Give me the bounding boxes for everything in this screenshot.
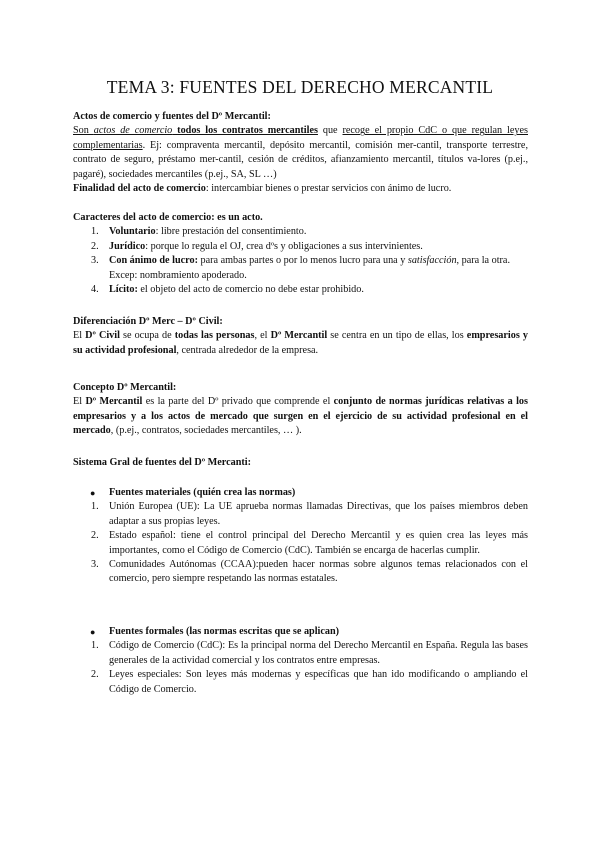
fuentes-formales xyxy=(73,625,528,697)
list-item xyxy=(73,639,528,668)
text-run-bold: Dº Civil xyxy=(85,330,120,342)
item-text: : porque lo regula el OJ, crea dºs y obligaciones a sus intervinientes. xyxy=(145,240,423,252)
list-item xyxy=(73,240,528,254)
list-item xyxy=(73,668,528,697)
text-run-italic: actos de comercio xyxy=(93,125,173,137)
bullet-icon: ● xyxy=(90,627,96,637)
section-diferenciacion xyxy=(73,315,528,358)
list-number: 2. xyxy=(91,530,99,542)
list-item xyxy=(73,225,528,239)
text-run: , (p.ej., contratos, sociedades mercantiles, … ). xyxy=(110,425,302,437)
list-item xyxy=(73,254,528,283)
list-number: 3. xyxy=(91,559,99,571)
section-heading: Diferenciación Dº Merc – Dº Civil: xyxy=(73,316,223,327)
item-text: : libre prestación del consentimiento. xyxy=(155,226,307,238)
text-run: , el xyxy=(254,330,271,342)
item-text: Código de Comercio (CdC): Es la principal norma del Derecho Mercantil en España. Regula las bases generales de la actividad comercial y los contratos entre empresas. xyxy=(109,640,528,666)
bullet-heading xyxy=(73,625,528,639)
list-item xyxy=(73,283,528,297)
item-text-italic: satisfacción xyxy=(407,255,457,267)
text-run-bold: Finalidad del acto de comercio xyxy=(73,183,206,195)
materiales-list xyxy=(73,500,528,586)
caracteres-list xyxy=(73,225,528,297)
text-run-bold: todos los contratos mercantiles xyxy=(172,125,318,137)
text-run: se centra en un tipo de ellas, los xyxy=(327,330,467,342)
document-title: TEMA 3: FUENTES DEL DERECHO MERCANTIL xyxy=(106,77,494,97)
text-run-bold: todas las personas xyxy=(174,330,255,342)
list-number: 3. xyxy=(91,255,99,267)
item-label: Jurídico xyxy=(109,240,146,252)
text-run: , centrada alrededor de la empresa. xyxy=(176,344,319,356)
item-text: Comunidades Autónomas (CCAA):pueden hacer normas sobre algunos temas relacionados con el comercio, pero siempre respetando las normas estatales. xyxy=(109,559,528,585)
text-run: Son xyxy=(73,125,94,137)
section-concepto xyxy=(73,381,528,439)
text-run: que xyxy=(317,125,343,137)
text-run-bold: Dº Mercantil xyxy=(85,396,143,408)
text-run: . Ej: compraventa mercantil, depósito mercantil, comisión mer-cantil, transporte terrestre, contrato de seguro, préstamo mer-cantil, cesión de créditos, afianzamiento mercantil, títulos va-lores (p.ej., pagaré), sociedades mercantiles (p.ej., SA, SL …) xyxy=(73,139,528,180)
bullet-heading-text: Fuentes materiales (quién crea las normas) xyxy=(109,487,296,498)
list-number: 4. xyxy=(91,284,99,296)
text-run: se ocupa de xyxy=(119,330,175,342)
bullet-heading-text: Fuentes formales (las normas escritas que se aplican) xyxy=(109,626,340,637)
text-run: : intercambiar bienes o prestar servicios con ánimo de lucro. xyxy=(205,183,452,195)
item-text: para ambas partes o por lo menos lucro para una y xyxy=(197,255,408,267)
formales-list xyxy=(73,639,528,697)
section-heading: Caracteres del acto de comercio: es un acto. xyxy=(73,212,263,223)
text-run-bold: empresarios y su actividad profesional xyxy=(73,330,528,356)
list-number: 1. xyxy=(91,640,99,652)
section-heading: Sistema Gral de fuentes del Dº Mercanti: xyxy=(73,457,252,468)
list-item xyxy=(73,529,528,558)
item-text: Unión Europea (UE): La UE aprueba normas llamadas Directivas, que los países miembros deben adaptar a sus propias leyes. xyxy=(109,501,528,527)
list-number: 1. xyxy=(91,501,99,513)
paragraph-finalidad xyxy=(73,182,528,196)
fuentes-materiales xyxy=(73,486,528,587)
section-actos-comercio xyxy=(73,110,528,196)
list-number: 2. xyxy=(91,240,99,252)
item-text: , para la otra. Excep: nombramiento apoderado. xyxy=(109,255,511,281)
paragraph-diferenciacion xyxy=(73,329,528,358)
section-heading: Actos de comercio y fuentes del Dº Mercantil: xyxy=(73,111,271,122)
item-label: Voluntario xyxy=(109,226,156,238)
text-run-bold: Dº Mercantil xyxy=(270,330,328,342)
text-run-underlined: recoge el propio CdC o que regulan leyes complementarias xyxy=(73,125,528,151)
paragraph-actos xyxy=(73,124,528,182)
item-label: Lícito: xyxy=(109,284,138,296)
item-text: el objeto del acto de comercio no debe estar prohibido. xyxy=(137,284,364,296)
list-item xyxy=(73,500,528,529)
text-run: El xyxy=(73,396,86,408)
section-caracteres xyxy=(73,211,528,297)
item-label: Con ánimo de lucro: xyxy=(109,255,198,267)
section-heading: Concepto Dº Mercantil: xyxy=(73,382,177,393)
list-item xyxy=(73,558,528,587)
section-sistema-fuentes xyxy=(73,456,528,470)
bullet-heading xyxy=(73,486,528,500)
list-number: 1. xyxy=(91,226,99,238)
text-run: es la parte del Dº privado que comprende el xyxy=(142,396,334,408)
bullet-icon: ● xyxy=(90,488,96,498)
paragraph-concepto xyxy=(73,395,528,438)
text-run-bold: conjunto de normas jurídicas relativas a los empresarios y a los actos de mercado que surgen en el ejercicio de su actividad profesional en el mercado xyxy=(73,396,528,437)
item-text: Leyes especiales: Son leyes más modernas y específicas que han ido modificando o ampliando el Código de Comercio. xyxy=(109,669,528,695)
list-number: 2. xyxy=(91,669,99,681)
text-run: El xyxy=(73,330,86,342)
item-text: Estado español: tiene el control principal del Derecho Mercantil y es quien crea las leyes más importantes, como el Código de Comercio (CdC). También se encarga de hacerlas cumplir. xyxy=(109,530,528,556)
